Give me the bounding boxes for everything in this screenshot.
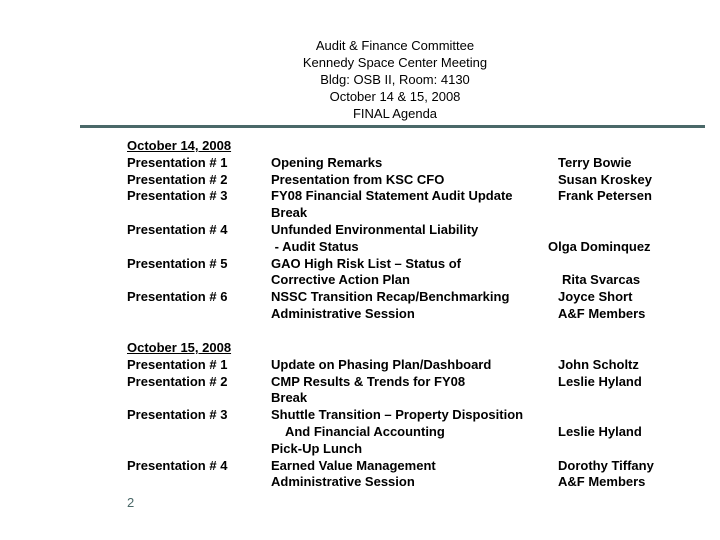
agenda-row	[127, 205, 308, 222]
agenda-topic: - Audit Status	[271, 238, 359, 254]
agenda-row	[127, 474, 646, 491]
agenda-topic: Corrective Action Plan	[271, 272, 410, 288]
agenda-topic: Presentation from KSC CFO	[271, 171, 445, 187]
agenda-topic: And Financial Accounting	[271, 423, 445, 439]
agenda-presentation-label: Presentation # 6	[127, 289, 228, 305]
agenda-topic: Update on Phasing Plan/Dashboard	[271, 356, 492, 372]
agenda-presentation-label: Presentation # 4	[127, 221, 228, 237]
agenda-row	[127, 154, 632, 172]
agenda-presenter: Susan Kroskey	[558, 171, 652, 187]
agenda-presenter: A&F Members	[558, 474, 646, 490]
agenda-row	[127, 305, 646, 323]
agenda-row	[127, 457, 654, 475]
agenda-topic: Pick-Up Lunch	[271, 440, 363, 456]
agenda-topic: CMP Results & Trends for FY08	[271, 373, 466, 389]
agenda-row	[127, 440, 363, 458]
agenda-presenter: Olga Dominquez	[548, 238, 651, 254]
header-line: October 14 & 15, 2008	[329, 89, 461, 104]
day-date: October 15, 2008	[127, 340, 232, 355]
agenda-row	[127, 171, 652, 189]
agenda-presenter: Frank Petersen	[558, 188, 652, 204]
agenda-row	[127, 221, 479, 239]
agenda-topic: Administrative Session	[271, 474, 415, 490]
day-date: October 14, 2008	[127, 138, 232, 153]
agenda-presentation-label: Presentation # 3	[127, 188, 228, 204]
agenda-topic: Break	[271, 205, 308, 221]
agenda-row	[127, 272, 641, 289]
header-line: Audit & Finance Committee	[315, 38, 475, 53]
agenda-row	[127, 356, 639, 374]
agenda-row	[127, 390, 308, 407]
agenda-presenter: Leslie Hyland	[558, 423, 642, 439]
agenda-day-1	[127, 138, 652, 323]
agenda-presentation-label: Presentation # 1	[127, 154, 228, 170]
agenda-topic: Opening Remarks	[271, 154, 383, 170]
agenda-presentation-label: Presentation # 2	[127, 373, 228, 389]
header-line: FINAL Agenda	[352, 106, 438, 121]
agenda-row	[127, 289, 633, 306]
agenda-topic: GAO High Risk List – Status of	[271, 255, 461, 271]
agenda-presentation-label: Presentation # 1	[127, 356, 228, 372]
header-divider	[80, 125, 705, 128]
agenda-topic: Earned Value Management	[271, 457, 436, 473]
agenda-topic: Shuttle Transition – Property Disposition	[271, 407, 524, 423]
agenda-row	[127, 407, 524, 424]
header-line: Bldg: OSB II, Room: 4130	[320, 72, 470, 87]
agenda-presenter: Dorothy Tiffany	[558, 457, 654, 473]
agenda-topic: Break	[271, 390, 308, 406]
agenda-row	[127, 373, 642, 391]
agenda-presenter: Terry Bowie	[558, 154, 632, 170]
agenda-presentation-label: Presentation # 3	[127, 407, 228, 423]
agenda-topic: Unfunded Environmental Liability	[271, 221, 479, 237]
page-number: 2	[127, 495, 135, 510]
agenda-presenter: Joyce Short	[558, 289, 633, 305]
agenda-presenter: Rita Svarcas	[562, 272, 641, 288]
agenda-topic: NSSC Transition Recap/Benchmarking	[271, 289, 510, 305]
agenda-presenter: A&F Members	[558, 305, 646, 321]
agenda-presentation-label: Presentation # 2	[127, 171, 228, 187]
agenda-topic: FY08 Financial Statement Audit Update	[271, 188, 513, 204]
agenda-row	[127, 255, 461, 273]
agenda-row	[127, 238, 651, 256]
agenda-day-2	[127, 340, 654, 491]
agenda-presentation-label: Presentation # 4	[127, 457, 228, 473]
agenda-row	[127, 423, 642, 441]
agenda-presenter: Leslie Hyland	[558, 373, 642, 389]
agenda-header	[245, 37, 545, 122]
header-line: Kennedy Space Center Meeting	[302, 55, 488, 70]
agenda-presentation-label: Presentation # 5	[127, 255, 228, 271]
agenda-row	[127, 188, 652, 205]
agenda-presenter: John Scholtz	[558, 356, 639, 372]
agenda-topic: Administrative Session	[271, 305, 415, 321]
